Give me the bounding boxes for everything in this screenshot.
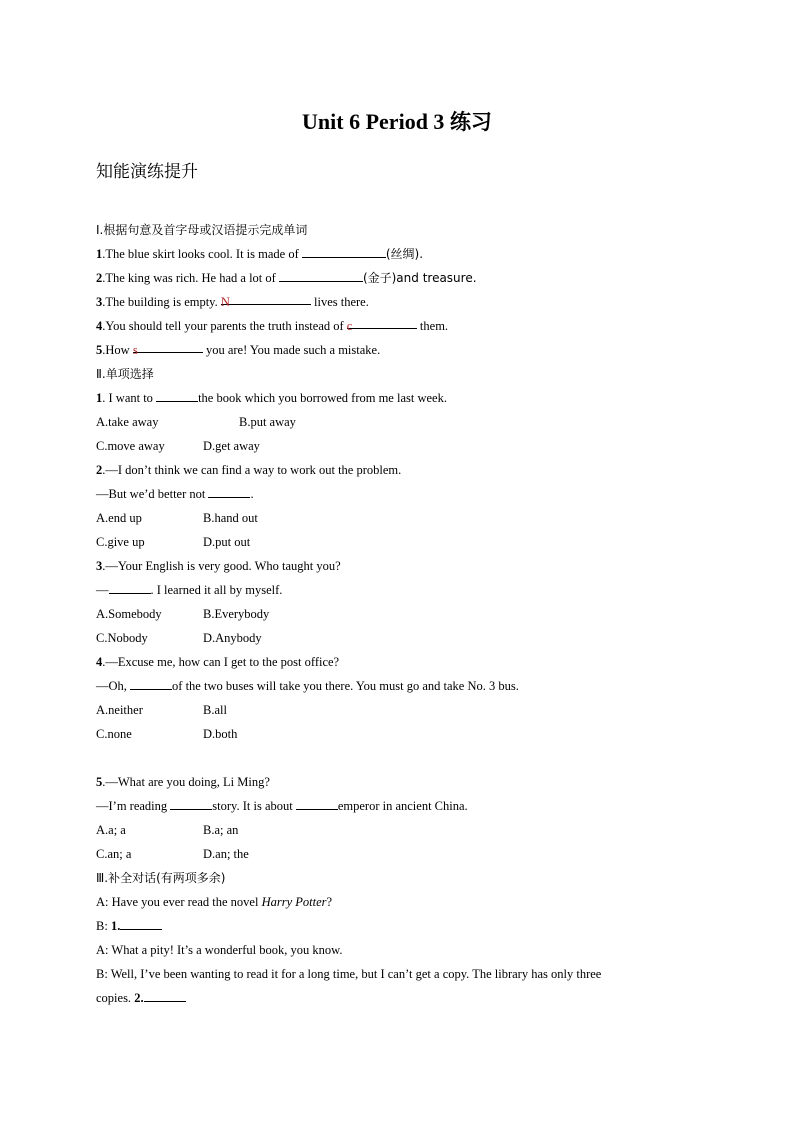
question-number: 2 bbox=[96, 271, 103, 285]
option-c[interactable]: C.Nobody bbox=[96, 631, 148, 645]
dialog-text: copies. bbox=[96, 991, 135, 1005]
s2-q4-options-row2 bbox=[96, 722, 696, 746]
answer-blank[interactable] bbox=[144, 987, 186, 1002]
hint-text: (丝绸). bbox=[385, 247, 424, 261]
option-a[interactable]: A.end up bbox=[96, 511, 142, 525]
option-d[interactable]: D.both bbox=[203, 727, 238, 741]
s1-question-5 bbox=[96, 338, 696, 362]
option-b[interactable]: B.a; an bbox=[203, 823, 239, 837]
dialog-line-2 bbox=[96, 914, 696, 938]
answer-blank[interactable] bbox=[109, 579, 151, 594]
answer-blank[interactable] bbox=[346, 314, 417, 333]
dialog-text: B: bbox=[96, 919, 111, 933]
s2-q3-options-row1 bbox=[96, 602, 696, 626]
question-number: 4 bbox=[96, 655, 103, 669]
section1-heading: Ⅰ.根据句意及首字母或汉语提示完成单词 bbox=[96, 223, 308, 237]
question-text: .—Your English is very good. Who taught you? bbox=[102, 559, 341, 573]
question-text: .—I don’t think we can find a way to work out the problem. bbox=[102, 463, 402, 477]
s1-question-4 bbox=[96, 314, 696, 338]
s2-q5-line2 bbox=[96, 794, 696, 818]
dialog-text: A: Have you ever read the novel bbox=[96, 895, 262, 909]
s2-question-4 bbox=[96, 650, 696, 674]
option-d[interactable]: D.Anybody bbox=[203, 631, 262, 645]
s2-question-1 bbox=[96, 386, 696, 410]
question-text: .—Excuse me, how can I get to the post office? bbox=[102, 655, 340, 669]
section3-heading: Ⅲ.补全对话(有两项多余) bbox=[96, 871, 226, 885]
s2-q2-options-row1 bbox=[96, 506, 696, 530]
option-c[interactable]: C.give up bbox=[96, 535, 145, 549]
option-b[interactable]: B.all bbox=[203, 703, 227, 717]
question-text: . I want to bbox=[102, 391, 157, 405]
question-number: 4 bbox=[96, 319, 103, 333]
section2-heading: Ⅱ.单项选择 bbox=[96, 367, 154, 381]
answer-blank[interactable] bbox=[156, 387, 198, 402]
answer-blank[interactable] bbox=[120, 915, 162, 930]
question-number: 2 bbox=[96, 463, 103, 477]
s2-q3-options-row2 bbox=[96, 626, 696, 650]
question-text: .You should tell your parents the truth instead of bbox=[102, 319, 347, 333]
option-a[interactable]: A.take away bbox=[96, 415, 159, 429]
s2-q2-line2 bbox=[96, 482, 696, 506]
s2-q4-line2 bbox=[96, 674, 696, 698]
option-a[interactable]: A.neither bbox=[96, 703, 143, 717]
s2-question-3 bbox=[96, 554, 696, 578]
dialog-line-3: A: What a pity! It’s a wonderful book, you know. bbox=[96, 943, 343, 957]
question-text-after: of the two buses will take you there. You must go and take No. 3 bus. bbox=[172, 679, 519, 693]
question-text: .The building is empty. bbox=[102, 295, 221, 309]
s2-question-5 bbox=[96, 770, 696, 794]
question-number: 3 bbox=[96, 295, 103, 309]
answer-blank[interactable] bbox=[279, 267, 363, 282]
s2-q2-options-row2 bbox=[96, 530, 696, 554]
s2-q5-options-row2 bbox=[96, 842, 696, 866]
option-d[interactable]: D.an; the bbox=[203, 847, 249, 861]
s2-q1-options-row1 bbox=[96, 410, 696, 434]
first-letter-hint: c bbox=[346, 319, 353, 333]
question-text-after: . I learned it all by myself. bbox=[150, 583, 283, 597]
s1-question-1 bbox=[96, 242, 696, 266]
question-text: .—What are you doing, Li Ming? bbox=[102, 775, 270, 789]
question-text: .The king was rich. He had a lot of bbox=[102, 271, 279, 285]
dialog-line-1 bbox=[96, 890, 696, 914]
option-d[interactable]: D.put out bbox=[203, 535, 251, 549]
book-title: Harry Potter bbox=[261, 895, 327, 909]
answer-blank[interactable] bbox=[220, 290, 311, 309]
s2-q1-options-row2 bbox=[96, 434, 696, 458]
option-b[interactable]: B.hand out bbox=[203, 511, 258, 525]
question-number: 5 bbox=[96, 775, 103, 789]
dialog-line-5 bbox=[96, 986, 696, 1010]
title-chinese: 练习 bbox=[449, 110, 492, 134]
question-text-after: emperor in ancient China. bbox=[337, 799, 468, 813]
hint-text: (金子)and treasure. bbox=[362, 271, 477, 285]
question-text: —But we’d better not bbox=[96, 487, 209, 501]
option-a[interactable]: A.Somebody bbox=[96, 607, 162, 621]
question-text: .The blue skirt looks cool. It is made of bbox=[102, 247, 302, 261]
s2-q4-options-row1 bbox=[96, 698, 696, 722]
question-text: .How bbox=[102, 343, 133, 357]
option-c[interactable]: C.move away bbox=[96, 439, 165, 453]
subtitle: 知能演练提升 bbox=[96, 162, 198, 182]
question-text: —I’m reading bbox=[96, 799, 171, 813]
title-english: Unit 6 Period 3 bbox=[302, 109, 450, 134]
worksheet-content bbox=[96, 218, 696, 1010]
option-c[interactable]: C.none bbox=[96, 727, 132, 741]
option-b[interactable]: B.put away bbox=[239, 415, 296, 429]
answer-blank[interactable] bbox=[208, 483, 250, 498]
page-title bbox=[0, 106, 794, 136]
s2-q3-line2 bbox=[96, 578, 696, 602]
s1-question-3 bbox=[96, 290, 696, 314]
question-text-after: lives there. bbox=[310, 295, 369, 309]
question-text-after: the book which you borrowed from me last week. bbox=[198, 391, 447, 405]
option-a[interactable]: A.a; a bbox=[96, 823, 126, 837]
s2-q5-options-row1 bbox=[96, 818, 696, 842]
dialog-text-after: ? bbox=[326, 895, 333, 909]
question-number: 1 bbox=[96, 391, 103, 405]
question-number: 3 bbox=[96, 559, 103, 573]
first-letter-hint: s bbox=[132, 343, 138, 357]
answer-blank[interactable] bbox=[132, 338, 203, 357]
question-text-after: . bbox=[250, 487, 254, 501]
question-text: — bbox=[96, 583, 109, 597]
answer-blank[interactable] bbox=[130, 675, 172, 690]
question-text-after: them. bbox=[416, 319, 449, 333]
answer-blank[interactable] bbox=[302, 243, 386, 258]
question-text-mid: story. It is about bbox=[212, 799, 296, 813]
question-number: 5 bbox=[96, 343, 103, 357]
question-text-after: you are! You made such a mistake. bbox=[202, 343, 381, 357]
spacer bbox=[96, 746, 696, 770]
first-letter-hint: N bbox=[220, 295, 230, 309]
question-text: —Oh, bbox=[96, 679, 131, 693]
blank-number: 2. bbox=[134, 991, 144, 1005]
option-b[interactable]: B.Everybody bbox=[203, 607, 270, 621]
dialog-line-4: B: Well, I’ve been wanting to read it for a long time, but I can’t get a copy. The library has only three bbox=[96, 967, 602, 981]
option-d[interactable]: D.get away bbox=[203, 439, 260, 453]
s1-question-2 bbox=[96, 266, 696, 290]
answer-blank[interactable] bbox=[296, 795, 338, 810]
option-c[interactable]: C.an; a bbox=[96, 847, 132, 861]
answer-blank[interactable] bbox=[170, 795, 212, 810]
question-number: 1 bbox=[96, 247, 103, 261]
blank-number: 1. bbox=[110, 919, 121, 933]
s2-question-2 bbox=[96, 458, 696, 482]
